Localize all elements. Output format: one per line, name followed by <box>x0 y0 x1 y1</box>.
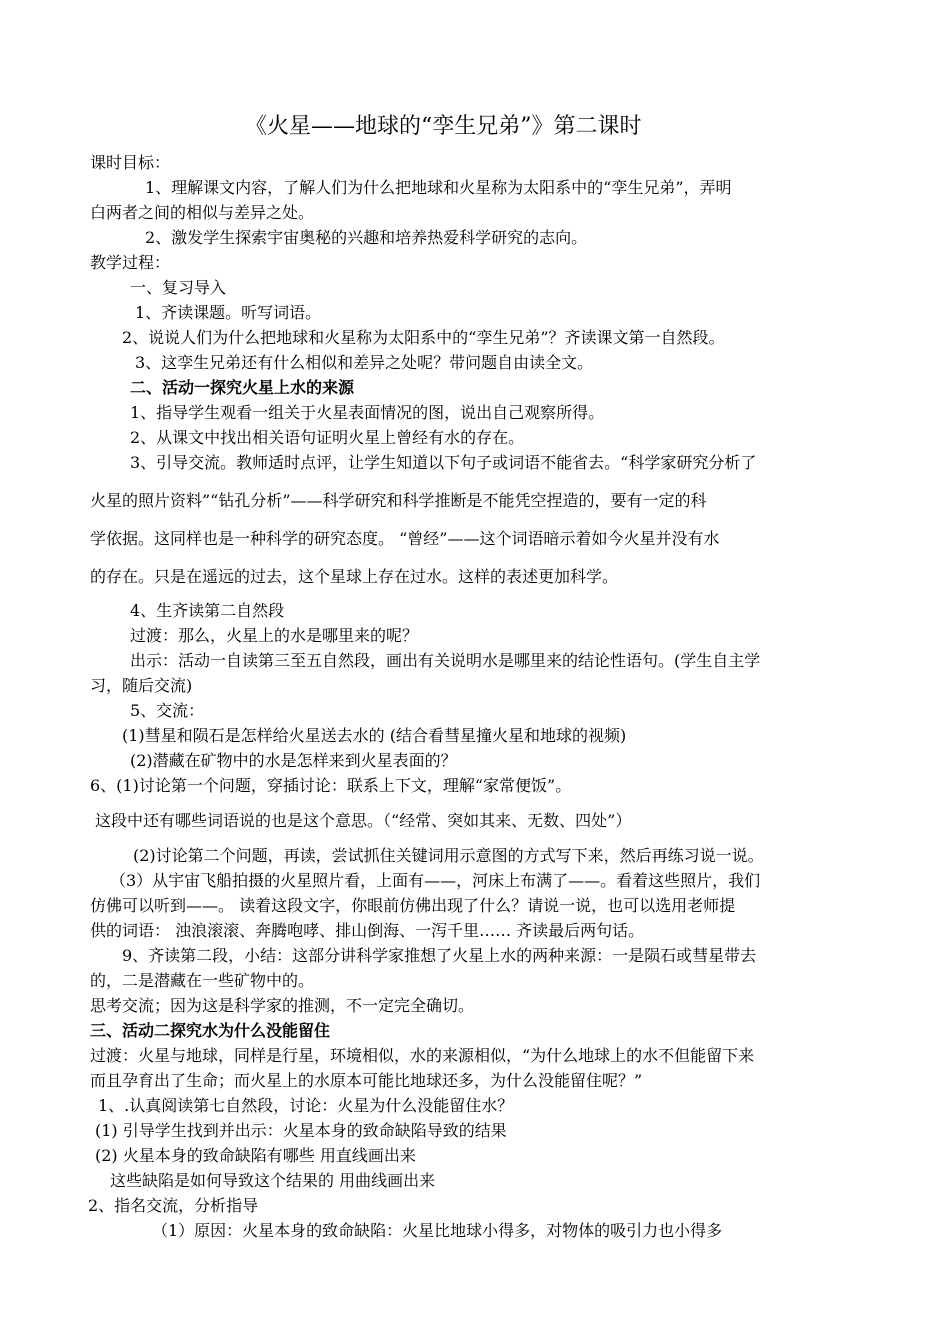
text-line: 白两者之间的相似与差异之处。 <box>90 203 315 222</box>
text-line: 习，随后交流) <box>90 676 193 695</box>
text-line: 仿佛可以听到——。 读着这段文字，你眼前仿佛出现了什么？请说一说，也可以选用老师提 <box>90 896 736 915</box>
text-line: （1）原因：火星本身的致命缺陷：火星比地球小得多，对物体的吸引力也小得多 <box>152 1221 723 1240</box>
text-line: （3）从宇宙飞船拍摄的火星照片看，上面有——，河床上布满了——。看着这些照片，我们 <box>110 871 761 890</box>
text-line: 过渡：火星与地球，同样是行星，环境相似，水的来源相似，“为什么地球上的水不但能留下来 <box>90 1046 755 1065</box>
text-line: 这段中还有哪些词语说的也是这个意思。（“经常、突如其来、无数、四处”） <box>95 811 632 830</box>
text-line: (2) 火星本身的致命缺陷有哪些 用直线画出来 <box>95 1146 416 1165</box>
text-line: 思考交流；因为这是科学家的推测，不一定完全确切。 <box>90 996 475 1015</box>
text-line: 9、齐读第二段，小结：这部分讲科学家推想了火星上水的两种来源：一是陨石或彗星带去 <box>122 946 757 965</box>
text-line: 出示：活动一自读第三至五自然段，画出有关说明水是哪里来的结论性语句。(学生自主学 <box>130 651 761 670</box>
text-line: 4、生齐读第二自然段 <box>130 601 285 620</box>
text-line: 而且孕育出了生命；而火星上的水原本可能比地球还多，为什么没能留住呢？” <box>90 1071 643 1090</box>
text-line: 课时目标： <box>90 153 171 172</box>
section-heading: 二、活动一探究火星上水的来源 <box>130 378 355 397</box>
text-line: 3、引导交流。教师适时点评，让学生知道以下句子或词语不能省去。“科学家研究分析了 <box>130 453 757 472</box>
text-line: 5、交流： <box>130 701 205 720</box>
text-line: 1、.认真阅读第七自然段，讨论：火星为什么没能留住水？ <box>98 1096 514 1115</box>
text-line: 的存在。只是在遥远的过去，这个星球上存在过水。这样的表述更加科学。 <box>90 567 619 586</box>
text-line: 一、复习导入 <box>130 278 227 297</box>
text-line: 的，二是潜藏在一些矿物中的。 <box>90 971 315 990</box>
text-line: 2、指名交流，分析指导 <box>88 1196 259 1215</box>
text-line: 1、理解课文内容，了解人们为什么把地球和火星称为太阳系中的“孪生兄弟”，弄明 <box>145 178 732 197</box>
text-line: 2、从课文中找出相关语句证明火星上曾经有水的存在。 <box>130 428 525 447</box>
text-line: 1、齐读课题。听写词语。 <box>135 303 322 322</box>
text-line: 6、(1)讨论第一个问题，穿插讨论：联系上下文，理解“家常便饭”。 <box>90 776 572 795</box>
text-line: 1、指导学生观看一组关于火星表面情况的图，说出自己观察所得。 <box>130 403 605 422</box>
text-line: 这些缺陷是如何导致这个结果的 用曲线画出来 <box>110 1171 436 1190</box>
text-line: 2、激发学生探索宇宙奥秘的兴趣和培养热爱科学研究的志向。 <box>145 228 588 247</box>
text-line: (2)讨论第二个问题，再读，尝试抓住关键词用示意图的方式写下来，然后再练习说一说。 <box>133 846 764 865</box>
text-line: 3、这孪生兄弟还有什么相似和差异之处呢？带问题自由读全文。 <box>135 353 594 372</box>
text-line: 火星的照片资料”“钻孔分析”——科学研究和科学推断是不能凭空捏造的，要有一定的科 <box>90 491 707 510</box>
text-line: 过渡：那么，火星上的水是哪里来的呢？ <box>130 626 419 645</box>
document-title: 《火星——地球的“孪生兄弟”》第二课时 <box>245 114 642 139</box>
text-line: 2、说说人们为什么把地球和火星称为太阳系中的“孪生兄弟”？齐读课文第一自然段。 <box>122 328 725 347</box>
section-heading: 三、活动二探究水为什么没能留住 <box>90 1021 331 1040</box>
text-line: (1)彗星和陨石是怎样给火星送去水的 (结合看彗星撞火星和地球的视频) <box>122 726 627 745</box>
text-line: 学依据。这同样也是一种科学的研究态度。 “曾经”——这个词语暗示着如今火星并没有水 <box>90 529 720 548</box>
text-line: 供的词语： 浊浪滚滚、奔腾咆哮、排山倒海、一泻千里…… 齐读最后两句话。 <box>90 921 645 940</box>
text-line: 教学过程： <box>90 253 171 272</box>
text-line: (1) 引导学生找到并出示：火星本身的致命缺陷导致的结果 <box>95 1121 507 1140</box>
text-line: (2)潜藏在矿物中的水是怎样来到火星表面的？ <box>130 751 457 770</box>
